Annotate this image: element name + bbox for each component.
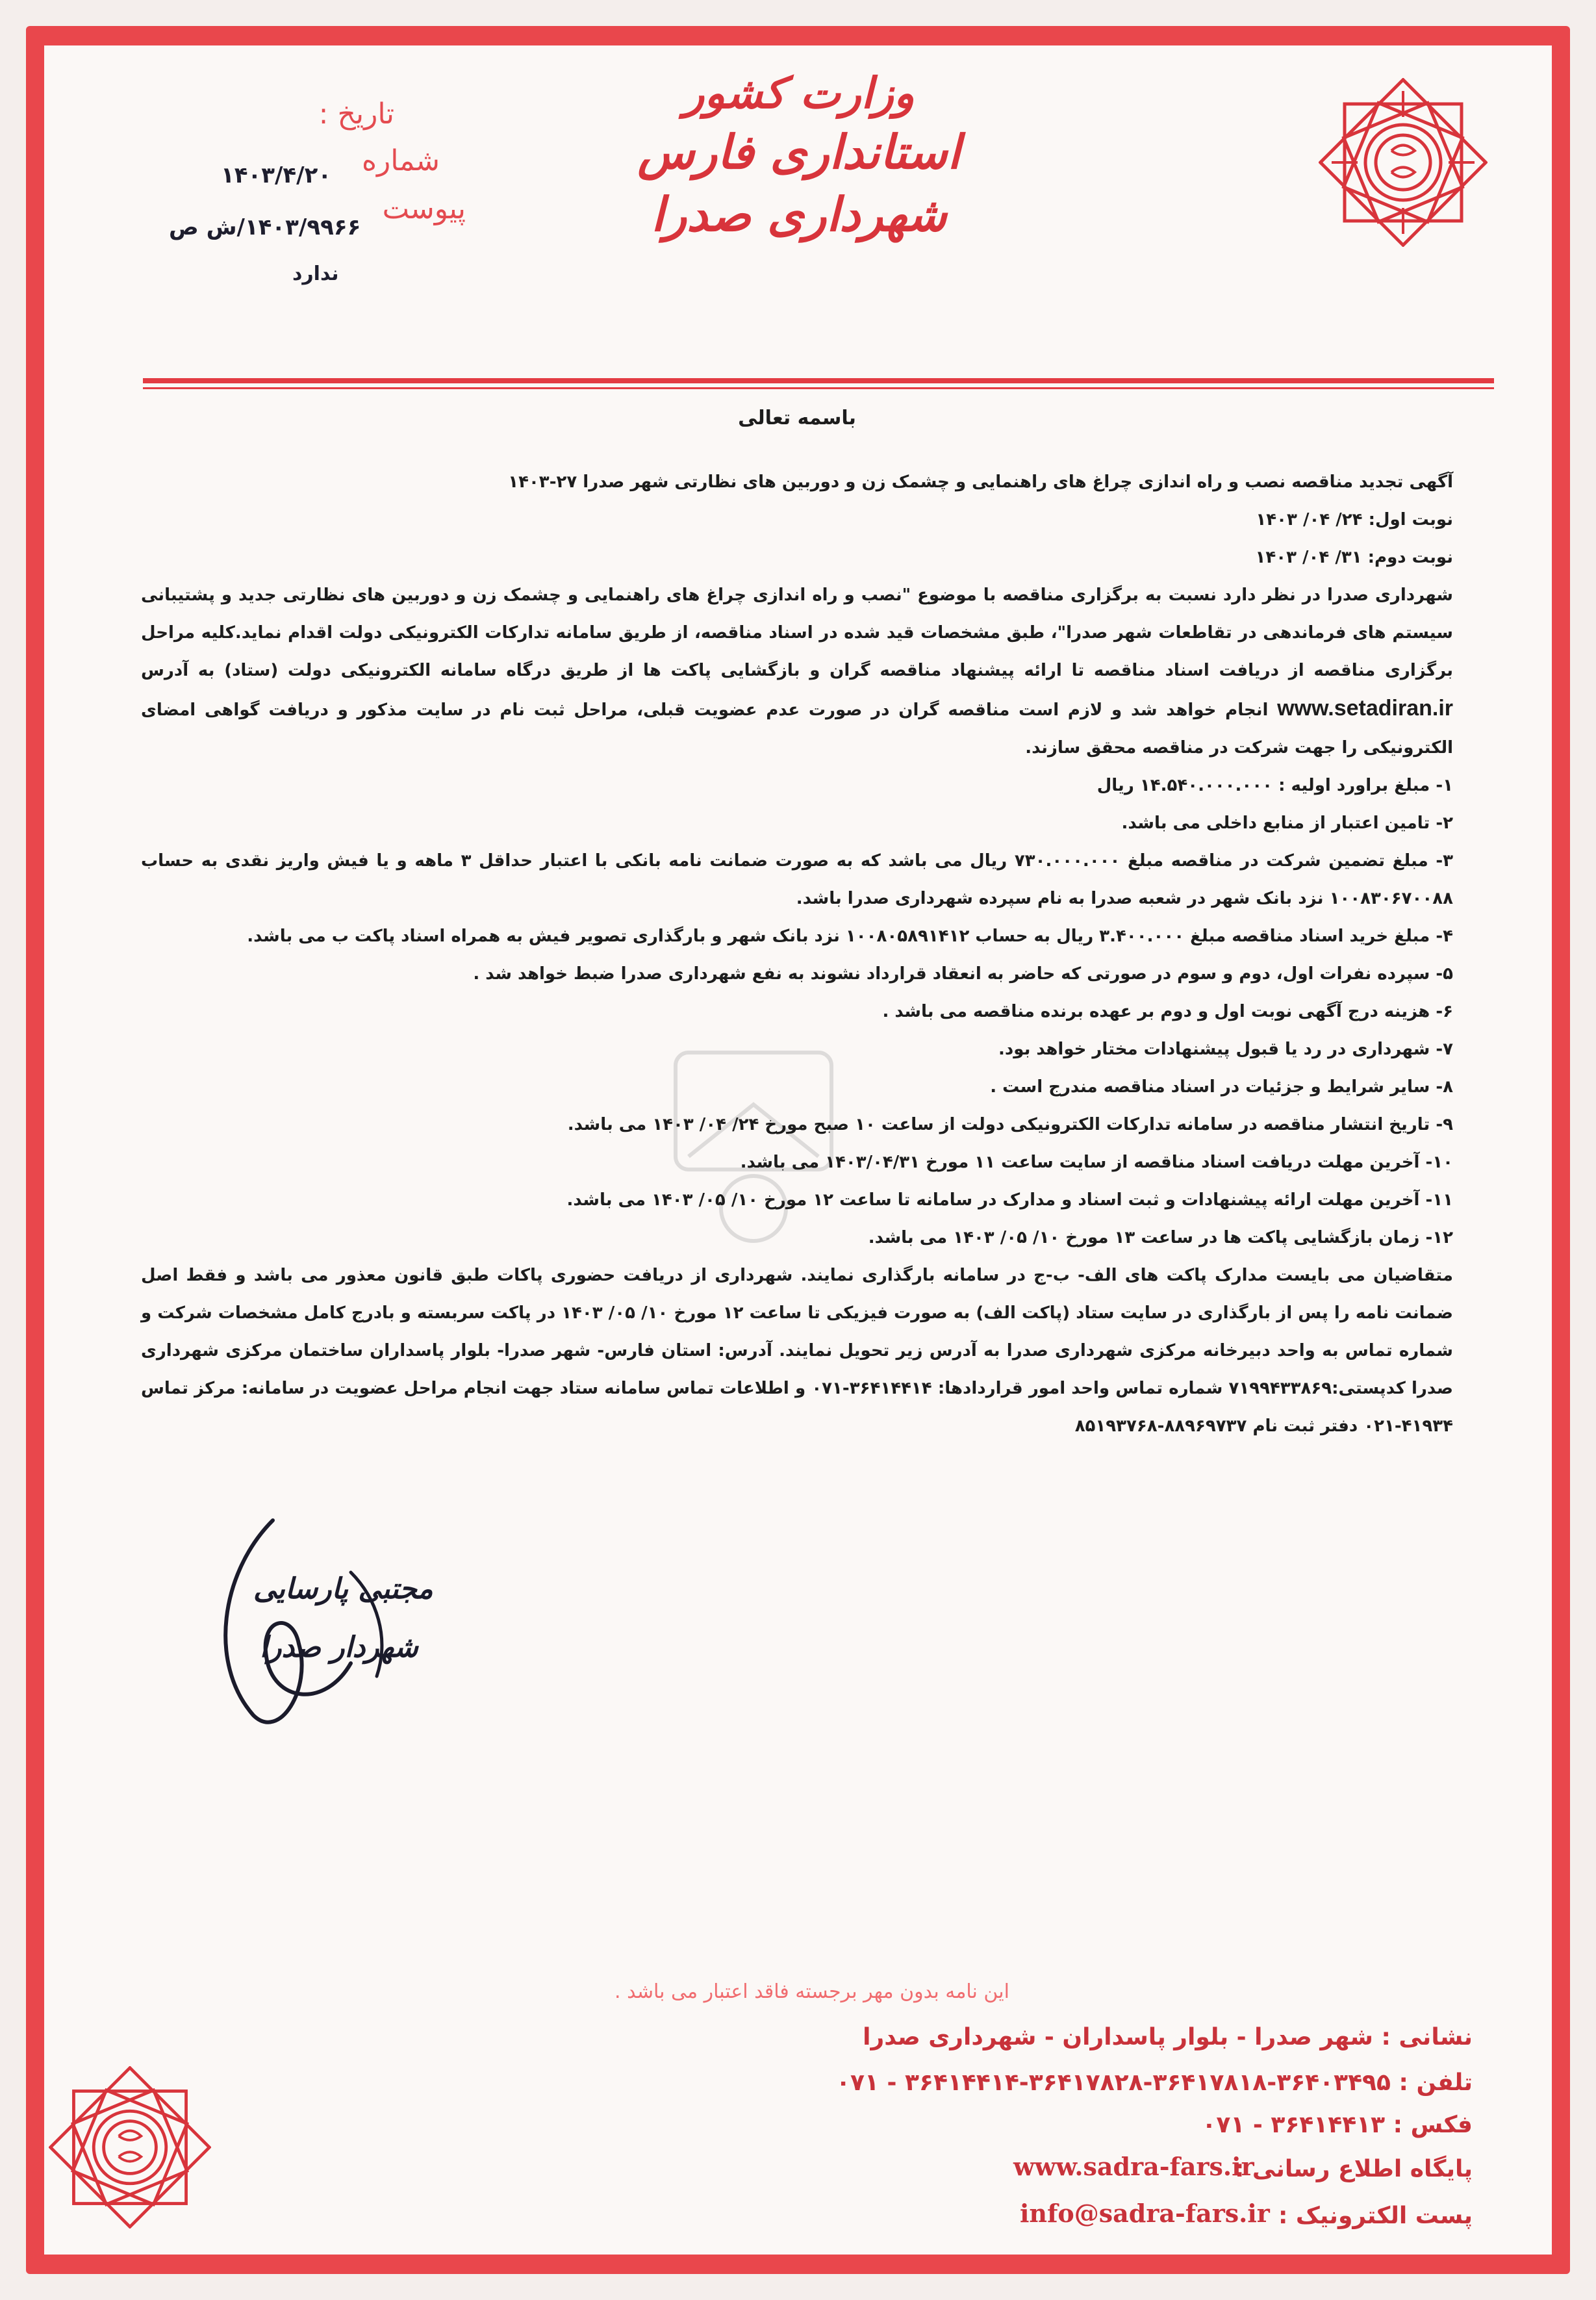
condition-item: ۳- مبلغ تضمین شرکت در مناقصه مبلغ ۷۳۰.۰۰۰.۰۰۰ ریال می باشد که به صورت ضمانت نامه بانکی با اعتبار حداقل ۳ ماهه و یا فیش واریز نقدی به حساب ۱۰۰۸۳۰۶۷۰۰۸۸ نزد بانک شهر در شعبه صدرا به نام سپرده شهرداری صدرا باشد. [141, 851, 1454, 908]
phone-label: تلفن : [1399, 2069, 1473, 2096]
governorate-name: استانداری فارس [637, 124, 961, 179]
municipality-logo-icon [1319, 78, 1488, 247]
municipality-seal-icon [49, 2066, 211, 2229]
condition-item: ۱۱- آخرین مهلت ارائه پیشنهادات و ثبت اسناد و مدارک در سامانه تا ساعت ۱۲ مورخ ۱۰/ ۰۵/ ۱۴۰۳ می باشد. [566, 1190, 1453, 1210]
footer-address [863, 2024, 1473, 2051]
stamp-validity-note: این نامه بدون مهر برجسته فاقد اعتبار می باشد . [614, 1980, 1009, 2003]
round-second: نوبت دوم: ۳۱/ ۰۴/ ۱۴۰۳ [1255, 548, 1453, 567]
condition-item: ۴- مبلغ خرید اسناد مناقصه مبلغ ۳.۴۰۰.۰۰۰ ریال به حساب ۱۰۰۸۰۵۸۹۱۴۱۲ نزد بانک شهر و بارگذاری تصویر فیش به همراه اسناد پاکت ب می باشد. [247, 926, 1453, 946]
signatory-name: مجتبی پارسایی [253, 1572, 433, 1605]
signatory-title: شهردار صدرا [260, 1631, 418, 1664]
condition-item: ۲- تامین اعتبار از منابع داخلی می باشد. [1121, 813, 1453, 833]
condition-item: ۹- تاریخ انتشار مناقصه در سامانه تدارکات الکترونیکی دولت از ساعت ۱۰ صبح مورخ ۲۴/ ۰۴/ ۱۴۰۳ می باشد. [567, 1115, 1453, 1134]
condition-item: ۱- مبلغ براورد اولیه : ۱۴.۵۴۰.۰۰۰.۰۰۰ ریال [1096, 776, 1453, 795]
header-divider-thin [143, 387, 1494, 389]
email-link[interactable]: info@sadra-fars.ir [1020, 2199, 1270, 2228]
address-value: شهر صدرا - بلوار پاسداران - شهرداری صدرا [863, 2024, 1373, 2051]
ministry-name: وزارت کشور [683, 68, 915, 118]
email-label: پست الکترونیک : [1278, 2203, 1473, 2229]
setadiran-link[interactable]: www.setadiran.ir [1277, 696, 1453, 721]
intro-text-part2: انجام خواهد شد و لازم است مناقصه گران در صورت عدم عضویت قبلی، مراحل ثبت نام در سایت مذکور و دریافت گواهی امضای الکترونیکی را جهت شرکت در مناقصه محقق سازند. [141, 700, 1453, 758]
number-label: شماره [361, 144, 440, 177]
condition-item: ۶- هزینه درج آگهی نوبت اول و دوم بر عهده برنده مناقصه می باشد . [882, 1002, 1453, 1021]
fax-label: فکس : [1393, 2112, 1473, 2138]
condition-item: ۱۰- آخرین مهلت دریافت اسناد مناقصه از سایت ساعت ۱۱ مورخ ۱۴۰۳/۰۴/۳۱ می باشد. [740, 1153, 1453, 1172]
attachment-value: ندارد [292, 262, 339, 285]
condition-item: ۸- سایر شرایط و جزئیات در اسناد مناقصه مندرج است . [990, 1077, 1453, 1097]
phone-value: ۳۶۴۰۳۴۹۵-۳۶۴۱۷۸۱۸-۳۶۴۱۷۸۲۸-۳۶۴۱۴۴۱۴ - ۰۷۱ [836, 2069, 1391, 2096]
address-label: نشانی : [1381, 2024, 1473, 2051]
date-label: تاریخ : [318, 97, 394, 131]
municipality-name: شهرداری صدرا [651, 186, 947, 242]
website-link[interactable]: www.sadra-fars.ir [1013, 2152, 1254, 2181]
footer-fax [1202, 2112, 1473, 2138]
letter-body [141, 400, 1453, 1445]
website-label: پایگاه اطلاع رسانی : [1234, 2156, 1473, 2182]
footer-phone [836, 2069, 1473, 2096]
date-value: ۱۴۰۳/۴/۲۰ [221, 162, 332, 188]
intro-text-part1: شهرداری صدرا در نظر دارد نسبت به برگزاری مناقصه با موضوع "نصب و راه اندازی چراغ های راهنمایی و چشمک زن و دوربین های نظارتی جدید و پشتیبانی سیستم های فرماندهی در تقاطعات شهر صدرا"، طبق مشخصات قید شده در اسناد مناقصه، از طریق سامانه تدارکات الکترونیکی دولت اقدام نماید.کلیه مراحل برگزاری مناقصه از دریافت اسناد مناقصه تا ارائه پیشنهاد مناقصه گران و بازگشایی پاکت ها از طریق درگاه سامانه الکترونیکی دولت (ستاد) به آدرس [141, 585, 1453, 680]
intro-paragraph [141, 576, 1453, 767]
letterhead-title [637, 65, 961, 246]
condition-item: ۱۲- زمان بازگشایی پاکت ها در ساعت ۱۳ مورخ ۱۰/ ۰۵/ ۱۴۰۳ می باشد. [868, 1228, 1453, 1247]
condition-item: ۵- سپرده نفرات اول، دوم و سوم در صورتی که حاضر به انعقاد قرارداد نشوند به نفع شهرداری صدرا ضبط خواهد شد . [473, 964, 1453, 984]
invocation: باسمه تعالی [738, 407, 856, 429]
fax-value: ۳۶۴۱۴۴۱۳ - ۰۷۱ [1202, 2112, 1386, 2138]
attachment-label: پیوست [382, 192, 466, 225]
round-first: نوبت اول: ۲۴/ ۰۴/ ۱۴۰۳ [1256, 510, 1453, 530]
condition-item: ۷- شهرداری در رد یا قبول پیشنهادات مختار خواهد بود. [998, 1040, 1453, 1059]
signature-scribble-icon [182, 1494, 455, 1754]
closing-paragraph: متقاضیان می بایست مدارک پاکت های الف- ب-ج در سامانه بارگذاری نمایند. شهرداری از دریافت حضوری پاکات طبق قانون معذور می باشد و فقط اصل ضمانت نامه را پس از بارگذاری در سایت ستاد (پاکت الف) به صورت فیزیکی تا ساعت ۱۲ مورخ ۱۰/ ۰۵/ ۱۴۰۳ در پاکت سربسته و بادرج کامل مشخصات شرکت و شماره تماس به واحد دبیرخانه مرکزی شهرداری صدرا به آدرس زیر تحویل نمایند. آدرس: استان فارس- شهر صدرا- بلوار پاسداران ساختمان مرکزی شهرداری صدرا کدپستی:۷۱۹۹۴۳۳۸۶۹ شماره تماس واحد امور قراردادها: ۳۶۴۱۴۴۱۴-۰۷۱ و اطلاعات تماس سامانه ستاد جهت انجام مراحل عضویت در سامانه: مرکز تماس ۴۱۹۳۴-۰۲۱ دفتر ثبت نام ۸۸۹۶۹۷۳۷-۸۵۱۹۳۷۶۸ [141, 1266, 1454, 1436]
header-divider-thick [143, 378, 1494, 383]
tender-title: آگهی تجدید مناقصه نصب و راه اندازی چراغ های راهنمایی و چشمک زن و دوربین های نظارتی شهر صدرا ۲۷-۱۴۰۳ [508, 472, 1453, 492]
number-value: ۱۴۰۳/۹۹۶۶/ش ص [169, 214, 361, 240]
